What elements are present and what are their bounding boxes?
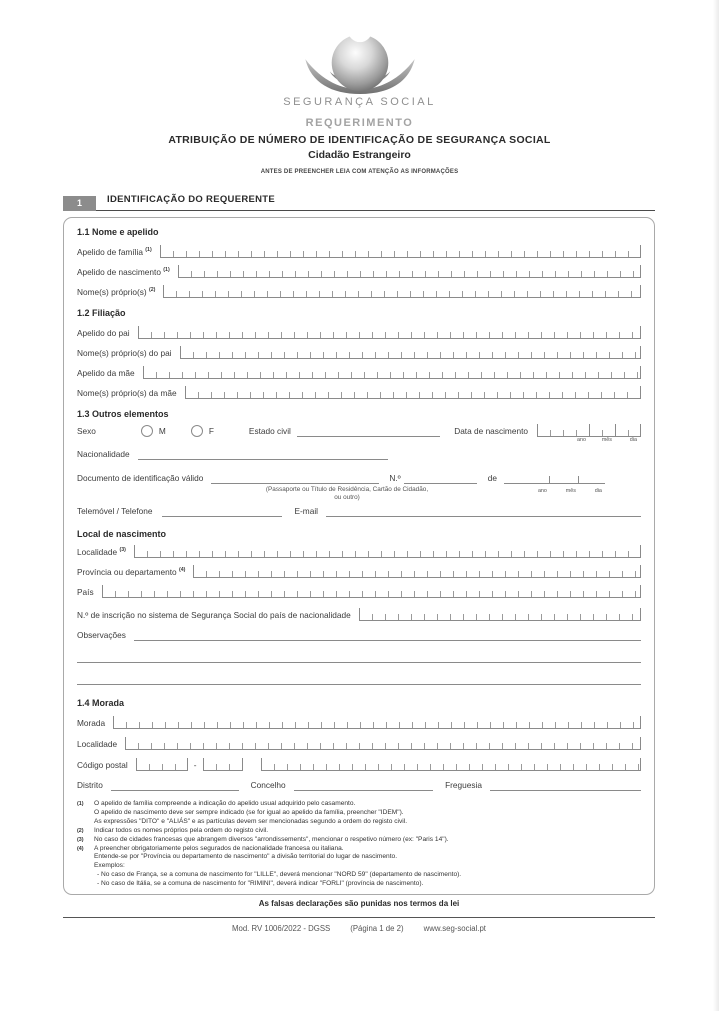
footnote-ref-1: (1) xyxy=(145,247,152,253)
input-line-numero[interactable] xyxy=(404,473,477,484)
section-1-header xyxy=(63,189,655,211)
unit-doc-dia: dia xyxy=(594,488,602,494)
comb-field-apelido-nascimento[interactable] xyxy=(178,265,641,278)
website-link: www.seg-social.pt xyxy=(423,924,486,933)
label-apelido-nascimento: Apelido de nascimento xyxy=(77,267,161,277)
section-number-badge: 1 xyxy=(63,196,96,211)
field-row-nomes-proprios xyxy=(77,285,641,298)
field-row-pais xyxy=(77,585,641,598)
footnote-2: (2) Indicar todos os nomes próprios pela ordem do registo civil. xyxy=(77,826,269,834)
form-kind: REQUERIMENTO xyxy=(305,117,414,129)
page-indicator: (Página 1 de 2) xyxy=(350,924,404,933)
documento-hint: (Passaporte ou Título de Residência, Cartão de Cidadão, ou outro) xyxy=(265,486,429,501)
field-row-distrito-concelho-freguesia xyxy=(77,780,641,791)
field-row-sexo-estado-data xyxy=(77,424,641,443)
label-nacionalidade: Nacionalidade xyxy=(77,449,130,459)
field-row-provincia xyxy=(77,565,641,578)
unit-doc-ano: ano xyxy=(537,488,547,494)
label-apelido-pai: Apelido do pai xyxy=(77,328,130,338)
label-nomes-proprios: Nome(s) próprio(s) xyxy=(77,287,147,297)
label-inscricao: N.º de inscrição no sistema de Segurança Social do país de nacionalidade xyxy=(77,610,351,620)
label-codigo-postal: Código postal xyxy=(77,760,128,770)
form-model-number: Mod. RV 1006/2022 - DGSS xyxy=(232,924,331,933)
input-line-observacoes-1[interactable] xyxy=(134,630,641,641)
input-line-documento[interactable] xyxy=(211,473,379,484)
form-footer xyxy=(63,899,655,933)
footnote-ref-2: (2) xyxy=(148,287,156,293)
comb-field-apelido-pai[interactable] xyxy=(138,326,641,339)
comb-field-cp-localidade[interactable] xyxy=(261,758,641,771)
unit-mes: mês xyxy=(601,437,612,443)
field-row-nacionalidade xyxy=(77,449,641,460)
input-line-distrito[interactable] xyxy=(111,780,239,791)
field-row-codigo-postal xyxy=(77,758,641,771)
comb-field-provincia[interactable] xyxy=(193,565,641,578)
label-nomes-pai: Nome(s) próprio(s) do pai xyxy=(77,348,172,358)
label-email: E-mail xyxy=(294,506,319,516)
comb-field-data-nascimento[interactable] xyxy=(537,424,641,443)
comb-field-localidade-morada[interactable] xyxy=(125,737,641,750)
comb-field-morada[interactable] xyxy=(113,716,641,729)
field-row-apelido-mae xyxy=(77,366,641,379)
heading-outros-elementos: 1.3 Outros elementos xyxy=(77,409,169,419)
label-provincia: Província ou departamento xyxy=(77,567,177,577)
cp-separator: - xyxy=(193,760,197,770)
section-title: IDENTIFICAÇÃO DO REQUERENTE xyxy=(107,194,276,205)
comb-field-apelido-mae[interactable] xyxy=(143,366,641,379)
label-localidade-nasc: Localidade xyxy=(77,547,118,557)
radio-sexo-m[interactable] xyxy=(141,425,153,437)
label-apelido-familia: Apelido de família xyxy=(77,247,143,257)
comb-field-localidade-nasc[interactable] xyxy=(134,545,641,558)
label-sexo-f: F xyxy=(208,426,214,436)
input-line-telemovel[interactable] xyxy=(162,506,282,517)
footnote-1: (1) O apelido de família compreende a indicação do apelido usual adquirido pelo casamento. O apelido de nascimento deve ser sempre indicado (se for igual ao apelido da família, preencher "IDEM"). As expressões "DITO" e "ALIÁS" e as partículas devem ser mencionadas segundo a ordem do registo civil. xyxy=(77,800,408,825)
field-row-inscricao xyxy=(77,608,641,621)
label-distrito: Distrito xyxy=(77,780,103,790)
field-row-nomes-pai xyxy=(77,346,641,359)
heading-filiacao: 1.2 Filiação xyxy=(77,308,126,318)
logo-text: SEGURANÇA SOCIAL xyxy=(283,96,436,108)
label-telemovel: Telemóvel / Telefone xyxy=(77,506,153,516)
field-row-contactos xyxy=(77,506,641,517)
page-subtitle: Cidadão Estrangeiro xyxy=(308,149,411,161)
field-row-localidade-nasc xyxy=(77,545,641,558)
radio-sexo-f[interactable] xyxy=(191,425,203,437)
footnote-ref-3: (3) xyxy=(119,547,126,553)
heading-morada: 1.4 Morada xyxy=(77,698,125,708)
label-freguesia: Freguesia xyxy=(445,780,482,790)
footer-divider xyxy=(63,917,655,918)
label-observacoes: Observações xyxy=(77,630,126,640)
input-line-concelho[interactable] xyxy=(294,780,433,791)
label-sexo: Sexo xyxy=(77,426,96,436)
footnotes xyxy=(77,800,641,889)
field-row-nomes-mae xyxy=(77,386,641,399)
heading-local-nascimento: Local de nascimento xyxy=(77,529,167,539)
label-estado-civil: Estado civil xyxy=(248,426,291,436)
comb-field-nomes-proprios[interactable] xyxy=(163,285,641,298)
input-line-observacoes-2[interactable] xyxy=(77,662,641,663)
heading-nome-apelido: 1.1 Nome e apelido xyxy=(77,227,159,237)
input-line-email[interactable] xyxy=(326,506,641,517)
label-documento: Documento de identificação válido xyxy=(77,473,204,483)
label-localidade-morada: Localidade xyxy=(77,739,118,749)
label-data-nascimento: Data de nascimento xyxy=(454,426,528,436)
comb-field-cp4[interactable] xyxy=(136,758,188,771)
footnote-4: (4) A preencher obrigatoriamente pelos segurados de nacionalidade francesa ou italiana. Entende-se por "Província ou departamento de nascimento" a divisão territorial do lugar de nascimento. Exemplos: - No caso de França, se a comuna de nascimento for "LILLE", deverá mencionar "NORD 59" (departamento de nascimento). - No caso de Itália, se a comuna de nascimento for "RIMINI", deverá indicar "FORLI" (província de nascimento). xyxy=(77,844,462,888)
field-row-observacoes xyxy=(77,630,641,641)
label-sexo-m: M xyxy=(158,426,166,436)
label-apelido-mae: Apelido da mãe xyxy=(77,368,135,378)
input-line-nacionalidade[interactable] xyxy=(138,449,388,460)
field-row-apelido-familia xyxy=(77,245,641,258)
input-line-estado-civil[interactable] xyxy=(297,426,440,437)
seguranca-social-logo-icon xyxy=(302,28,418,94)
label-de: de xyxy=(487,473,497,483)
label-nomes-mae: Nome(s) próprio(s) da mãe xyxy=(77,388,177,398)
date-line-documento[interactable] xyxy=(504,475,605,494)
legal-warning: As falsas declarações são punidas nos termos da lei xyxy=(258,899,460,908)
comb-field-cp3[interactable] xyxy=(203,758,243,771)
footnote-3: (3) No caso de cidades francesas que abrangem diversos "arrondissements", mencionar o respetivo número (ex: "Paris 14"). xyxy=(77,835,449,843)
footnote-ref-1b: (1) xyxy=(163,267,170,273)
input-line-freguesia[interactable] xyxy=(490,780,641,791)
footnote-ref-4: (4) xyxy=(178,567,186,573)
comb-field-inscricao[interactable] xyxy=(359,608,641,621)
field-row-apelido-pai xyxy=(77,326,641,339)
comb-field-nomes-pai[interactable] xyxy=(180,346,641,359)
read-notice: ANTES DE PREENCHER LEIA COM ATENÇÃO AS INFORMAÇÕES xyxy=(260,169,459,175)
label-numero: N.º xyxy=(389,473,401,483)
comb-field-pais[interactable] xyxy=(102,585,641,598)
field-row-apelido-nascimento xyxy=(77,265,641,278)
form-header xyxy=(0,0,719,175)
unit-doc-mes: mês xyxy=(565,488,576,494)
unit-ano: ano xyxy=(577,437,586,443)
comb-field-nomes-mae[interactable] xyxy=(185,386,641,399)
unit-dia: dia xyxy=(629,437,637,443)
label-pais: País xyxy=(77,587,94,597)
label-morada: Morada xyxy=(77,718,106,728)
comb-field-apelido-familia[interactable] xyxy=(160,245,641,258)
label-concelho: Concelho xyxy=(250,780,286,790)
field-row-localidade-morada xyxy=(77,737,641,750)
input-line-observacoes-3[interactable] xyxy=(77,684,641,685)
page-title: ATRIBUIÇÃO DE NÚMERO DE IDENTIFICAÇÃO DE SEGURANÇA SOCIAL xyxy=(168,134,551,146)
section-1-box xyxy=(63,217,655,895)
field-row-morada xyxy=(77,716,641,729)
